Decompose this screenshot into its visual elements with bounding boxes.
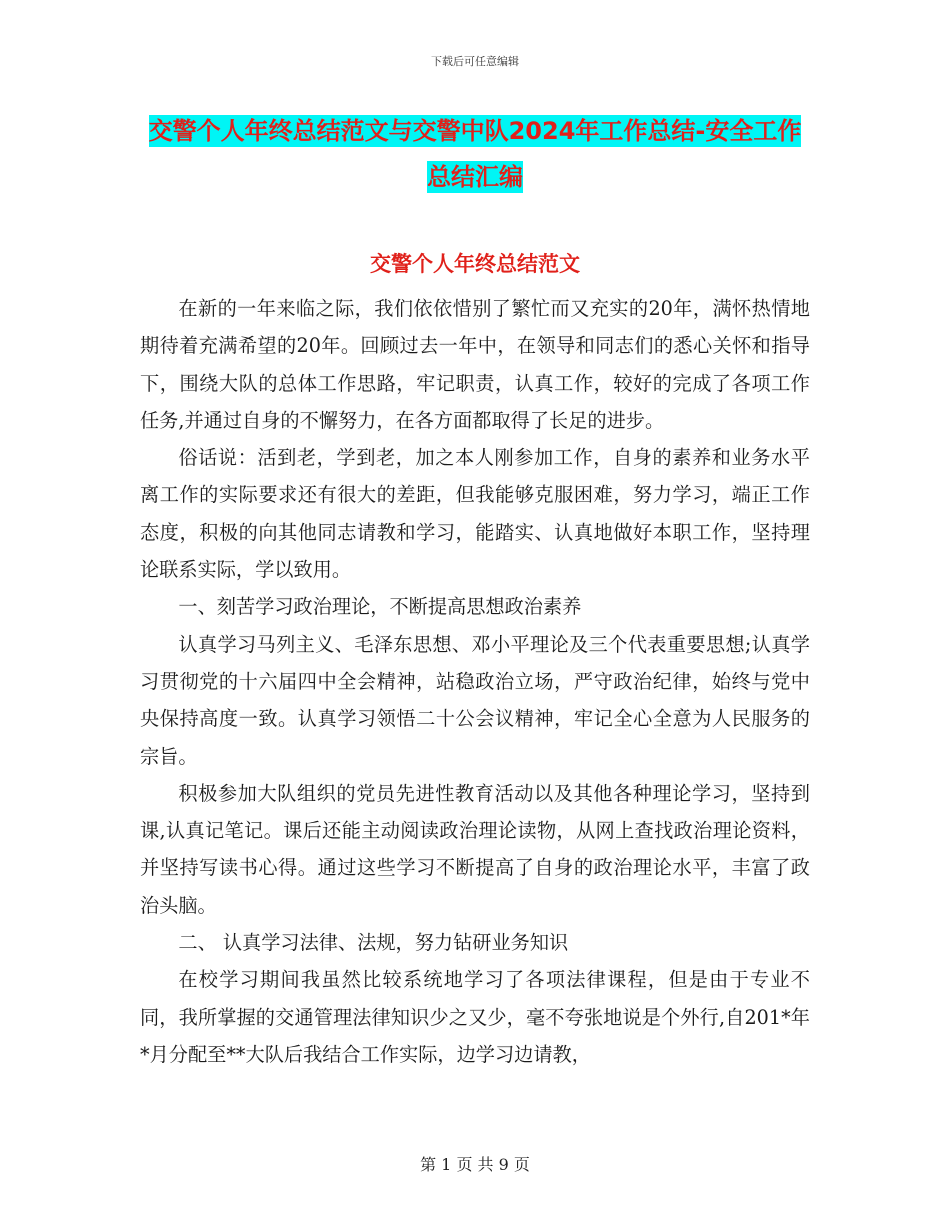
heading-section-2: 二、 认真学习法律、法规，努力钻研业务知识: [178, 931, 569, 955]
page-number-footer: 第 1 页 共 9 页: [420, 1155, 530, 1174]
document-title: [140, 108, 810, 200]
paragraph-learning: 俗话说：活到老，学到老，加之本人刚参加工作，自身的素养和业务水平离工作的实际要求还有很大的差距，但我能够克服困难，努力学习，端正工作态度，积极的向其他同志请教和学习，能踏实、认真地做好本职工作，坚持理论联系实际，学以致用。: [140, 446, 810, 582]
paragraph-law-study: 在校学习期间我虽然比较系统地学习了各项法律课程，但是由于专业不同，我所掌握的交通管理法律知识少之又少，毫不夸张地说是个外行,自201*年*月分配至**大队后我结合工作实际，边学习边请教，: [140, 968, 810, 1066]
document-body: [140, 290, 810, 1073]
paragraph-political-study: 认真学习马列主义、毛泽东思想、邓小平理论及三个代表重要思想;认真学习贯彻党的十六届四中全会精神，站稳政治立场，严守政治纪律，始终与党中央保持高度一致。认真学习领悟二十公会议精神，牢记全心全意为人民服务的宗旨。: [140, 632, 810, 768]
header-note: 下载后可任意编辑: [431, 55, 519, 68]
section-title: 交警个人年终总结范文: [370, 252, 580, 276]
paragraph-intro: 在新的一年来临之际，我们依依惜别了繁忙而又充实的20年，满怀热情地期待着充满希望的20年。回顾过去一年中，在领导和同志们的悉心关怀和指导下，围绕大队的总体工作思路，牢记职责，认真工作，较好的完成了各项工作任务,并通过自身的不懈努力，在各方面都取得了长足的进步。: [140, 297, 810, 432]
heading-section-1: 一、刻苦学习政治理论，不断提高思想政治素养: [178, 595, 582, 619]
document-title-highlight: 交警个人年终总结范文与交警中队2024年工作总结-安全工作总结汇编: [148, 117, 802, 191]
paragraph-party-activities: 积极参加大队组织的党员先进性教育活动以及其他各种理论学习，坚持到课,认真记笔记。课后还能主动阅读政治理论读物，从网上查找政治理论资料，并坚持写读书心得。通过这些学习不断提高了自身的政治理论水平，丰富了政治头脑。: [140, 781, 810, 917]
